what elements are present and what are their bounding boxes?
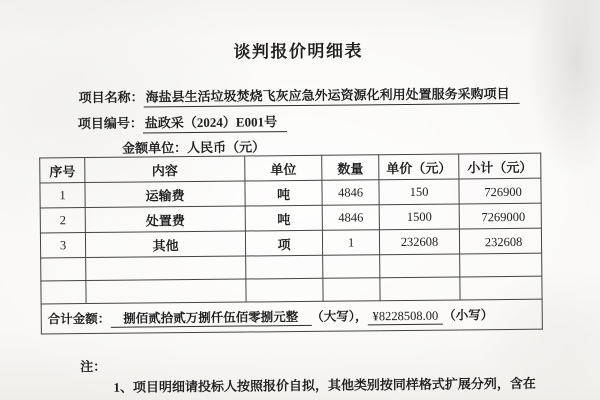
project-number-value: 盐政采（2024）E001号 xyxy=(143,114,287,133)
project-name-value: 海盐县生活垃圾焚烧飞灰应急外运资源化利用处置服务采购项目 xyxy=(144,86,520,108)
total-words-suffix: （大写）， xyxy=(311,308,368,324)
header-cell-quantity: 数量 xyxy=(322,155,379,181)
header-cell-index: 序号 xyxy=(40,158,85,183)
cell-unit-price: 1500 xyxy=(379,204,459,230)
cell-subtotal: 726900 xyxy=(459,178,541,204)
document-title: 谈判报价明细表 xyxy=(233,41,364,62)
cell-quantity: 4846 xyxy=(322,180,379,206)
cell-unit-price: 150 xyxy=(379,179,459,205)
cell-content: 其他 xyxy=(85,231,245,258)
project-number-field xyxy=(78,111,287,132)
notes-label: 注： xyxy=(80,358,107,375)
header-cell-content: 内容 xyxy=(85,156,245,183)
table-total-row xyxy=(41,299,542,334)
project-number-label: 项目编号： xyxy=(77,115,143,132)
cell-unit: 吨 xyxy=(245,205,322,231)
cell-unit: 项 xyxy=(245,230,322,256)
total-amount-cell xyxy=(41,299,542,334)
quotation-table xyxy=(39,153,543,335)
header-cell-unit: 单位 xyxy=(245,155,322,181)
total-figures-suffix: （小写） xyxy=(443,307,494,323)
cell-quantity: 1 xyxy=(322,230,379,256)
amount-unit-value: 人民币（元） xyxy=(187,139,266,156)
cell-content: 运输费 xyxy=(85,181,245,208)
header-cell-unit-price: 单价（元） xyxy=(379,154,459,180)
cell-quantity: 4846 xyxy=(322,205,379,231)
amount-unit-field xyxy=(122,136,265,156)
total-amount-in-figures: ¥8228508.00 xyxy=(367,308,443,325)
cell-subtotal: 7269000 xyxy=(459,203,541,229)
cell-index: 2 xyxy=(40,208,85,233)
total-amount-in-words: 捌佰贰拾贰万捌仟伍佰零捌元整 xyxy=(110,309,311,327)
cell-subtotal: 232608 xyxy=(459,228,541,254)
project-name-label: 项目名称： xyxy=(78,89,144,106)
total-amount-label: 合计金额： xyxy=(47,311,111,326)
project-name-field xyxy=(79,83,520,106)
cell-index: 1 xyxy=(40,183,85,208)
note-line: 1、项目明细请投标人按照报价自拟，其他类别按同样格式扩展分列，含在 xyxy=(113,375,536,395)
amount-unit-label: 金额单位： xyxy=(122,140,188,156)
cell-unit: 吨 xyxy=(245,180,322,206)
cell-content: 处置费 xyxy=(85,206,245,233)
cell-index: 3 xyxy=(40,233,85,258)
header-cell-subtotal: 小计（元） xyxy=(459,153,541,179)
cell-unit-price: 232608 xyxy=(379,229,459,255)
